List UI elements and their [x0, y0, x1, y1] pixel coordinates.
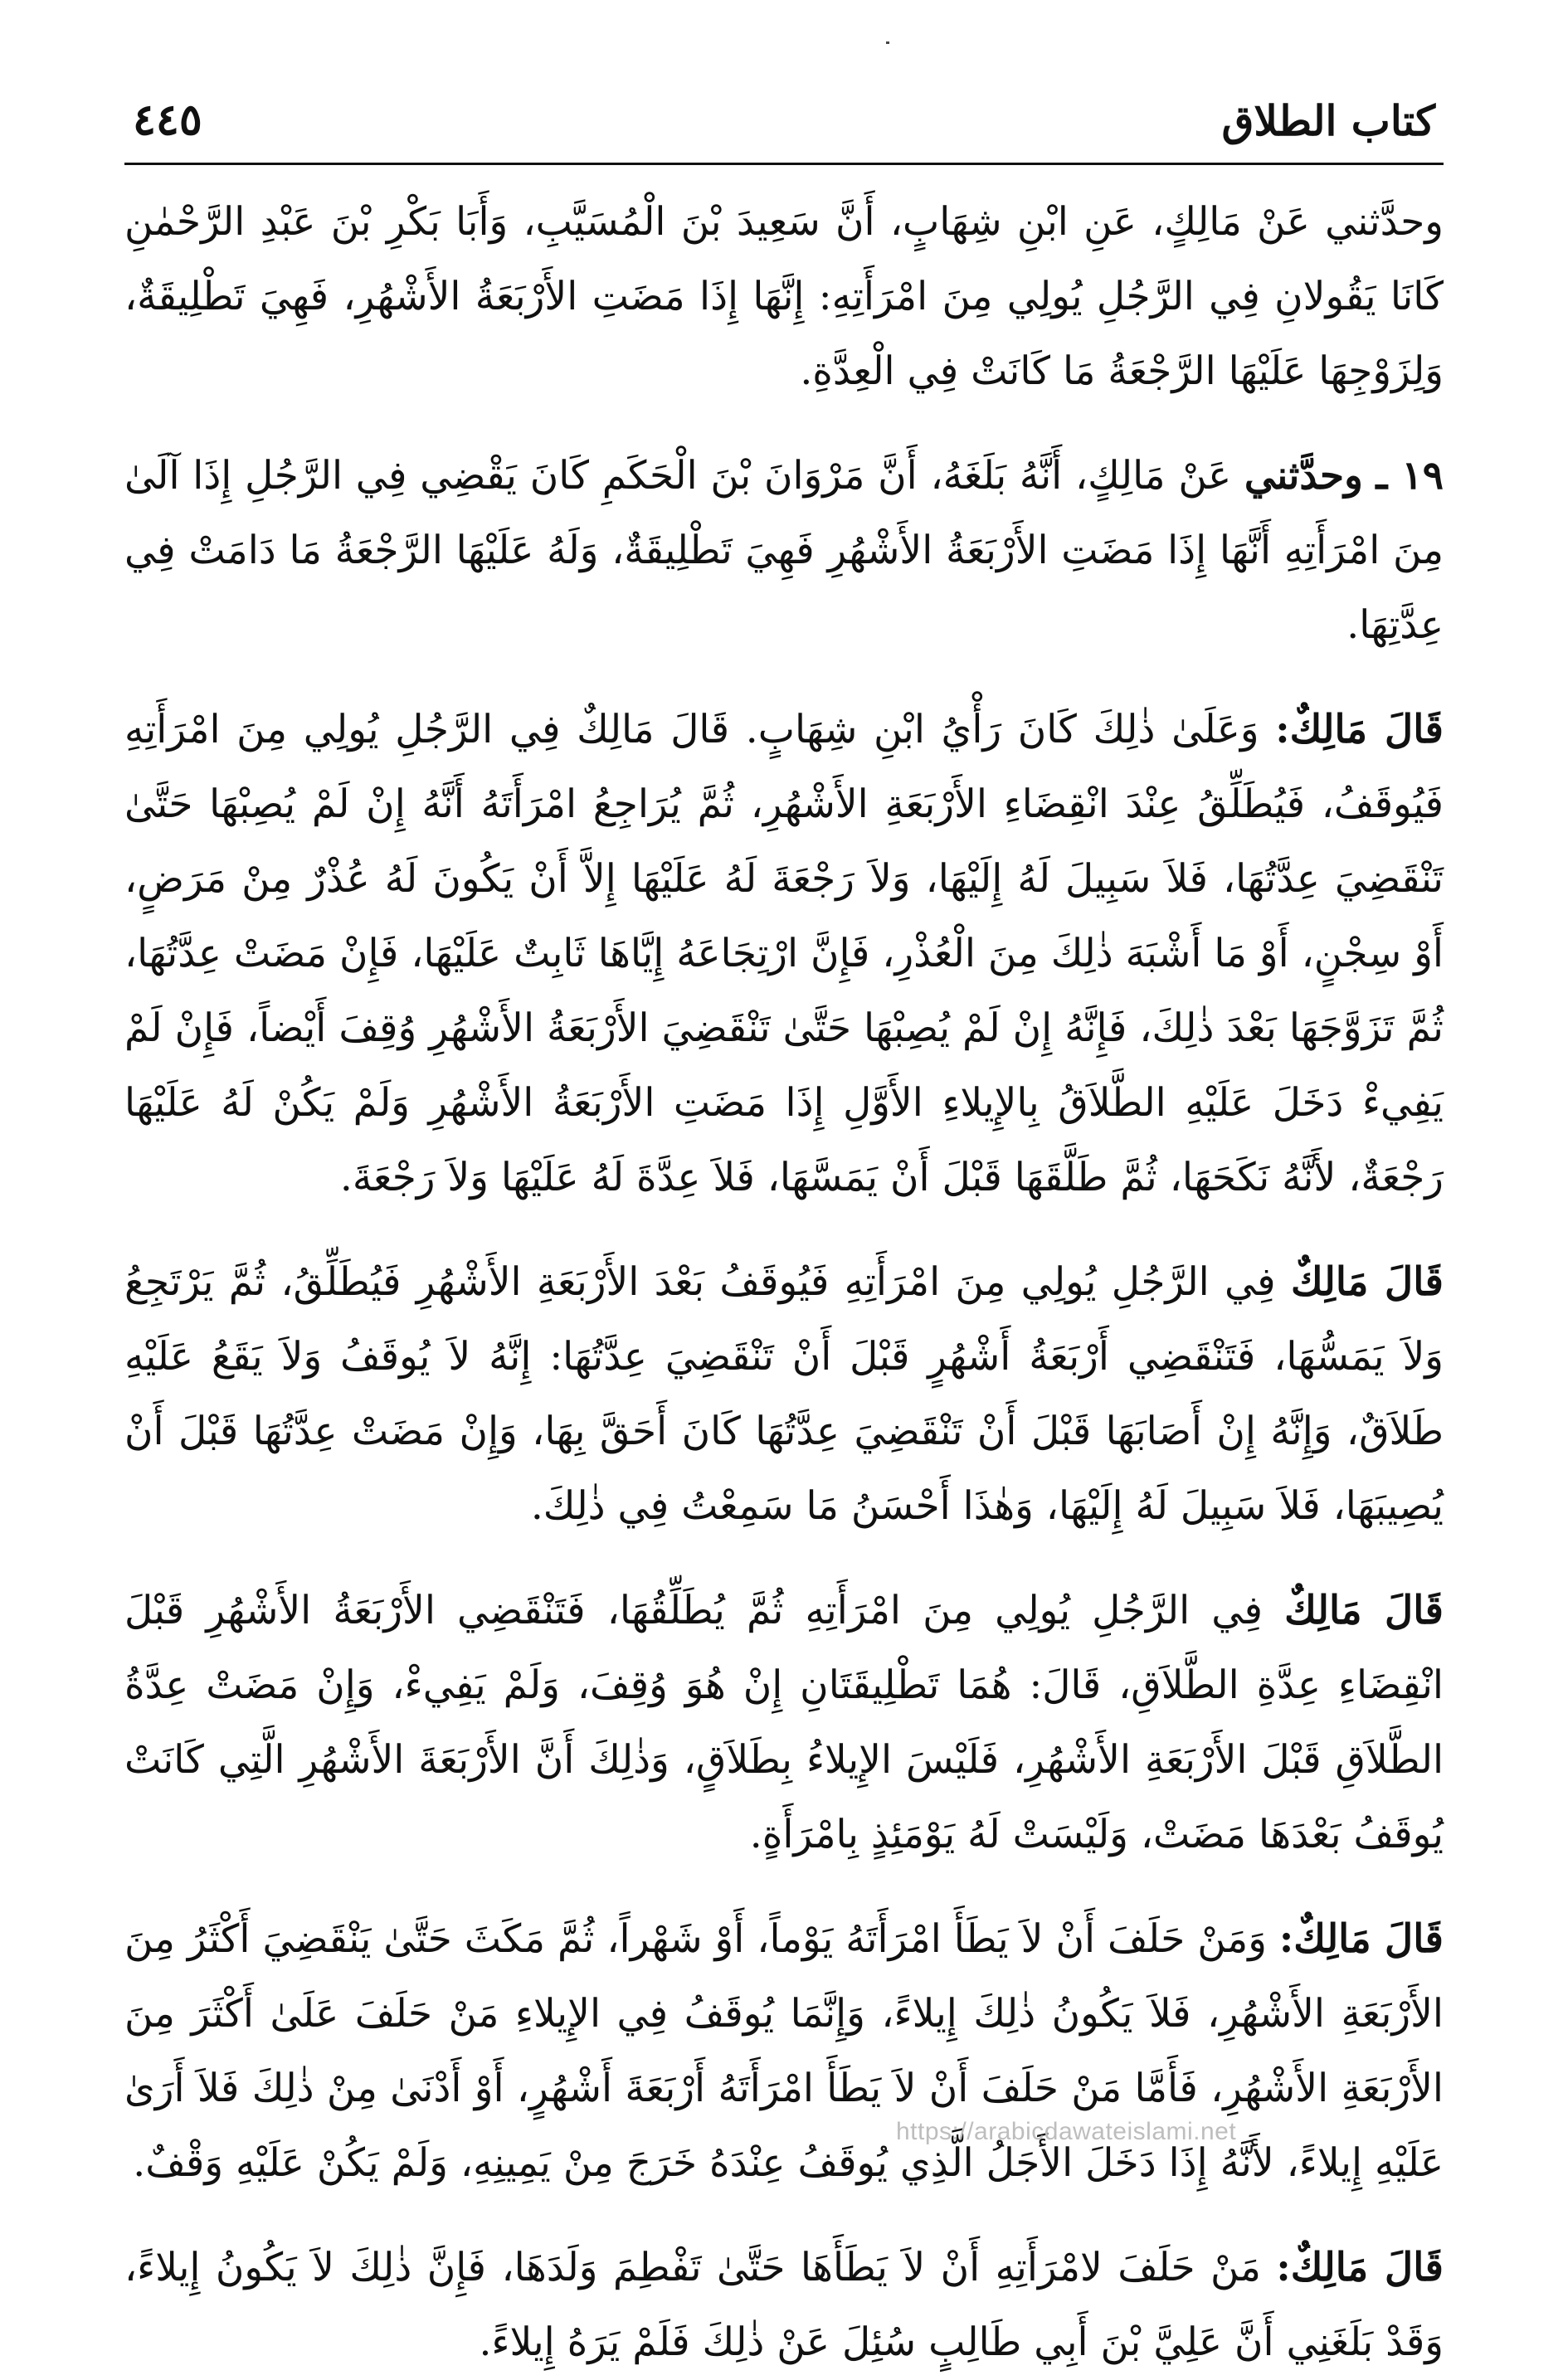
paragraph-lead: قَالَ مَالِكٌ: — [1276, 2245, 1444, 2290]
paragraph-3 — [124, 693, 1444, 1215]
paragraph-2 — [124, 439, 1444, 663]
paragraph-1 — [124, 185, 1444, 409]
paragraph-text: وحدَّثني عَنْ مَالِكٍ، عَنِ ابْنِ شِهَابٍ، أَنَّ سَعِيدَ بْنَ الْمُسَيَّبِ، وَأَبَا بَكْرِ بْنَ عَبْدِ الرَّحْمٰنِ كَانَا يَقُولانِ فِي الرَّجُلِ يُولِي مِنَ امْرَأَتِهِ: إِنَّهَا إِذَا مَضَتِ الأَرْبَعَةُ الأَشْهُرِ، فَهِيَ تَطْلِيقَةٌ، وَلِزَوْجِهَا عَلَيْهَا الرَّجْعَةُ مَا كَانَتْ فِي الْعِدَّةِ. — [124, 199, 1444, 394]
paragraph-7 — [124, 2231, 1444, 2380]
book-page — [124, 91, 1444, 2365]
paragraph-text: فِي الرَّجُلِ يُولِي مِنَ امْرَأَتِهِ ثُمَّ يُطَلِّقُهَا، فَتَنْقَضِي الأَرْبَعَةُ الأَشْهُرِ قَبْلَ انْقِضَاءِ عِدَّةِ الطَّلاَقِ، قَالَ: هُمَا تَطْلِيقَتَانِ إِنْ هُوَ وُقِفَ، وَلَمْ يَفِيءْ، وَإِنْ مَضَتْ عِدَّةُ الطَّلاَقِ قَبْلَ الأَرْبَعَةِ الأَشْهُرِ، فَلَيْسَ الإِيلاءُ بِطَلاَقٍ، وَذٰلِكَ أَنَّ الأَرْبَعَةَ الأَشْهُرِ الَّتِي كَانَتْ يُوقَفُ بَعْدَهَا مَضَتْ، وَلَيْسَتْ لَهُ يَوْمَئِذٍ بِامْرَأَةٍ. — [124, 1588, 1444, 1857]
scan-speck — [886, 41, 889, 44]
paragraph-text: مَنْ حَلَفَ لامْرَأَتِهِ أَنْ لاَ يَطَأَهَا حَتَّىٰ تَفْطِمَ وَلَدَهَا، فَإِنَّ ذٰلِكَ لاَ يَكُونُ إِيلاءً، وَقَدْ بَلَغَنِي أَنَّ عَلِيَّ بْنَ أَبِي طَالِبٍ سُئِلَ عَنْ ذٰلِكَ فَلَمْ يَرَهُ إِيلاءً. — [124, 2245, 1444, 2365]
paragraph-lead: قَالَ مَالِكٌ — [1284, 1588, 1444, 1633]
paragraph-5 — [124, 1574, 1444, 1872]
running-header — [124, 91, 1444, 165]
paragraph-text: وَمَنْ حَلَفَ أَنْ لاَ يَطَأَ امْرَأَتَهُ يَوْماً، أَوْ شَهْراً، ثُمَّ مَكَثَ حَتَّىٰ يَنْقَضِيَ أَكْثَرُ مِنَ الأَرْبَعَةِ الأَشْهُرِ، فَلاَ يَكُونُ ذٰلِكَ إِيلاءً، وَإِنَّمَا يُوقَفُ فِي الإِيلاءِ مَنْ حَلَفَ عَلَىٰ أَكْثَرَ مِنَ الأَرْبَعَةِ الأَشْهُرِ، فَأَمَّا مَنْ حَلَفَ أَنْ لاَ يَطَأَ امْرَأَتَهُ أَرْبَعَةَ أَشْهُرٍ، أَوْ أَدْنَىٰ مِنْ ذٰلِكَ فَلاَ أَرَىٰ عَلَيْهِ إِيلاءً، لأَنَّهُ إِذَا دَخَلَ الأَجَلُ الَّذِي يُوقَفُ عِنْدَهُ خَرَجَ مِنْ يَمِينِهِ، وَلَمْ يَكُنْ عَلَيْهِ وَقْفٌ. — [124, 1916, 1444, 2186]
paragraph-6 — [124, 1902, 1444, 2201]
hadith-number: ١٩ ـ — [1376, 453, 1444, 499]
paragraph-lead: قَالَ مَالِكٌ — [1290, 1259, 1444, 1305]
paragraph-text: وَعَلَىٰ ذٰلِكَ كَانَ رَأْيُ ابْنِ شِهَابٍ. قَالَ مَالِكٌ فِي الرَّجُلِ يُولِي مِنَ امْرَأَتِهِ فَيُوقَفُ، فَيُطَلِّقُ عِنْدَ انْقِضَاءِ الأَرْبَعَةِ الأَشْهُرِ، ثُمَّ يُرَاجِعُ امْرَأَتَهُ أَنَّهُ إِنْ لَمْ يُصِبْهَا حَتَّىٰ تَنْقَضِيَ عِدَّتُهَا، فَلاَ سَبِيلَ لَهُ إِلَيْهَا، وَلاَ رَجْعَةَ لَهُ عَلَيْهَا إِلاَّ أَنْ يَكُونَ لَهُ عُذْرٌ مِنْ مَرَضٍ، أَوْ سِجْنٍ، أَوْ مَا أَشْبَهَ ذٰلِكَ مِنَ الْعُذْرِ، فَإِنَّ ارْتِجَاعَهُ إِيَّاهَا ثَابِتٌ عَلَيْهَا، فَإِنْ مَضَتْ عِدَّتُهَا، ثُمَّ تَزَوَّجَهَا بَعْدَ ذٰلِكَ، فَإِنَّهُ إِنْ لَمْ يُصِبْهَا حَتَّىٰ تَنْقَضِيَ الأَرْبَعَةُ الأَشْهُرِ وُقِفَ أَيْضاً، فَإِنْ لَمْ يَفِيءْ دَخَلَ عَلَيْهِ الطَّلاَقُ بِالإِيلاءِ الأَوَّلِ إِذَا مَضَتِ الأَرْبَعَةُ الأَشْهُرِ وَلَمْ يَكُنْ لَهُ عَلَيْهَا رَجْعَةٌ، لأَنَّهُ نَكَحَهَا، ثُمَّ طَلَّقَهَا قَبْلَ أَنْ يَمَسَّهَا، فَلاَ عِدَّةَ لَهُ عَلَيْهَا وَلاَ رَجْعَةَ. — [124, 707, 1444, 1200]
paragraph-text: فِي الرَّجُلِ يُولِي مِنَ امْرَأَتِهِ فَيُوقَفُ بَعْدَ الأَرْبَعَةِ الأَشْهُرِ فَيُطَلِّقُ، ثُمَّ يَرْتَجِعُ وَلاَ يَمَسُّهَا، فَتَنْقَضِي أَرْبَعَةُ أَشْهُرٍ قَبْلَ أَنْ تَنْقَضِيَ عِدَّتُهَا: إِنَّهُ لاَ يُوقَفُ وَلاَ يَقَعُ عَلَيْهِ طَلاَقٌ، وَإِنَّهُ إِنْ أَصَابَهَا قَبْلَ أَنْ تَنْقَضِيَ عِدَّتُهَا كَانَ أَحَقَّ بِهَا، وَإِنْ مَضَتْ عِدَّتُهَا قَبْلَ أَنْ يُصِيبَهَا، فَلاَ سَبِيلَ لَهُ إِلَيْهَا، وَهٰذَا أَحْسَنُ مَا سَمِعْتُ فِي ذٰلِكَ. — [124, 1259, 1444, 1529]
paragraph-lead: قَالَ مَالِكٌ: — [1278, 1916, 1444, 1962]
watermark-url: https://arabicdawateislami.net — [896, 2118, 1237, 2145]
paragraph-lead: وحدَّثني — [1244, 453, 1363, 499]
text-body — [124, 165, 1444, 2380]
paragraph-text: عَنْ مَالِكٍ، أَنَّهُ بَلَغَهُ، أَنَّ مَرْوَانَ بْنَ الْحَكَمِ كَانَ يَقْضِي فِي الرَّجُلِ إِذَا آلَىٰ مِنَ امْرَأَتِهِ أَنَّهَا إِذَا مَضَتِ الأَرْبَعَةُ الأَشْهُرِ فَهِيَ تَطْلِيقَةٌ، وَلَهُ عَلَيْهَا الرَّجْعَةُ مَا دَامَتْ فِي عِدَّتِهَا. — [124, 453, 1444, 648]
paragraph-lead: قَالَ مَالِكٌ: — [1275, 707, 1444, 752]
paragraph-4 — [124, 1245, 1444, 1544]
page-number: ٤٤٥ — [133, 95, 202, 145]
book-title: كتاب الطلاق — [1221, 96, 1435, 145]
